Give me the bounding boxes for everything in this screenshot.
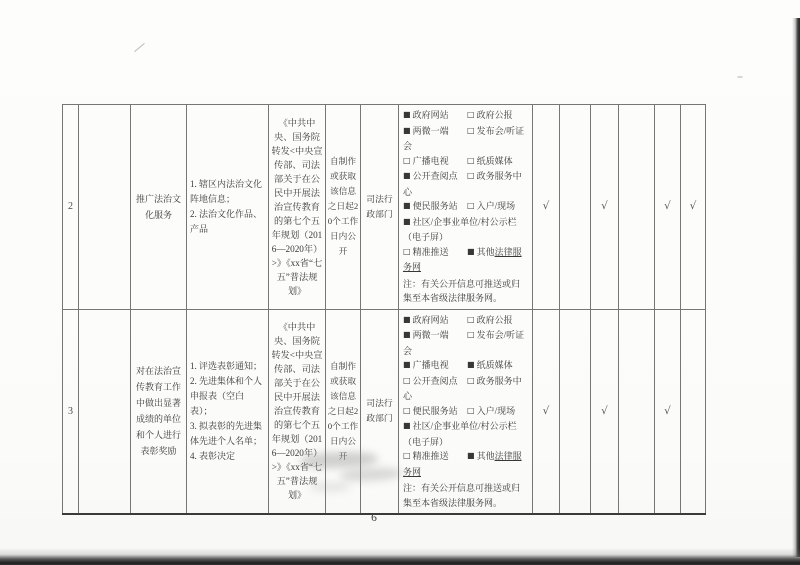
deadline-cell: 自制作或获取该信息之日起20个工作日内公开 bbox=[326, 105, 361, 310]
row-number-cell: 3 bbox=[63, 309, 79, 514]
content-line: 1. 辖区内法治文化阵地信息； bbox=[190, 178, 263, 204]
channel-item-checked: ■ 两微一端 bbox=[403, 330, 449, 340]
checkbox-filled-icon: ■ bbox=[403, 330, 411, 339]
checkbox-filled-icon: ■ bbox=[403, 216, 411, 226]
checkbox-filled-icon: ■ bbox=[403, 314, 411, 324]
checkmark-cell bbox=[560, 309, 591, 514]
checkbox-empty-icon: □ bbox=[467, 171, 475, 180]
checkbox-empty-icon: □ bbox=[403, 246, 411, 256]
checkmark-cell bbox=[591, 105, 619, 310]
scan-edge-right-shadow bbox=[792, 18, 800, 557]
checkbox-empty-icon: □ bbox=[403, 451, 411, 460]
channel-item-unchecked: □ 政府公报 bbox=[467, 314, 513, 325]
checkmark-icon: √ bbox=[664, 404, 671, 417]
checkbox-empty-icon: □ bbox=[467, 125, 475, 135]
channel-item-checked: ■ 两微一端 bbox=[403, 125, 449, 136]
public-content-cell bbox=[187, 105, 269, 310]
checkbox-empty-icon: □ bbox=[403, 155, 411, 165]
channel-line bbox=[403, 419, 528, 449]
channel-item-unchecked: □ 精准推送 bbox=[403, 246, 449, 257]
checkbox-empty-icon: □ bbox=[467, 375, 475, 385]
channel-item-unchecked: □ 政府公报 bbox=[467, 110, 513, 120]
channel-line bbox=[403, 374, 528, 404]
content-line: 2. 法治文化作品、产品 bbox=[190, 208, 263, 234]
content-line: 2. 先进集体和个人申报表（空白表）； bbox=[190, 375, 263, 416]
table-body bbox=[63, 105, 706, 515]
scan-edge-bottom-shadow bbox=[0, 548, 800, 565]
table-row bbox=[63, 309, 706, 514]
channel-line bbox=[403, 404, 528, 420]
channel-item-unchecked: □ 公开查阅点 bbox=[403, 375, 458, 386]
checkmark-icon: √ bbox=[664, 200, 671, 213]
channel-item-unchecked: □ 精准推送 bbox=[403, 451, 449, 461]
checkmark-cell bbox=[591, 309, 619, 514]
department-cell: 司法行政部门 bbox=[361, 309, 399, 514]
table-row bbox=[63, 105, 706, 310]
department-cell: 司法行政部门 bbox=[361, 105, 399, 310]
bleedthrough-smudge bbox=[310, 482, 350, 492]
underlined-link-text: 法律服务网 bbox=[403, 451, 522, 477]
checkbox-filled-icon: ■ bbox=[467, 246, 475, 256]
document-table bbox=[62, 104, 706, 515]
content-line: 3. 拟表彰的先进集体先进个人名单； bbox=[190, 420, 263, 446]
legal-basis-cell: 《中共中央、国务院转发<中央宣传部、司法部关于在公民中开展法治宣传教育的第七个五年规划（2016—2020年）>》《xx省“七五”普法规划》 bbox=[269, 105, 326, 310]
checkbox-empty-icon: □ bbox=[467, 110, 475, 119]
checkbox-empty-icon: □ bbox=[467, 201, 475, 210]
legal-basis-cell: 《中共中央、国务院转发<中央宣传部、司法部关于在公民中开展法治宣传教育的第七个五年规划（2016—2020年）>》《xx省“七五”普法规划》 bbox=[269, 309, 326, 514]
checkbox-filled-icon: ■ bbox=[403, 421, 411, 430]
checkbox-filled-icon: ■ bbox=[467, 451, 475, 460]
checkmark-cell bbox=[655, 105, 681, 310]
page-number: 6 bbox=[371, 512, 377, 524]
channel-item-checked: ■ 广播电视 bbox=[403, 360, 449, 370]
channel-note: 注：有关公开信息可推送或归集至本省级法律服务网。 bbox=[403, 483, 521, 508]
channel-line bbox=[403, 313, 528, 329]
channel-item-unchecked: □ 发布会/听证会 bbox=[403, 125, 525, 151]
scan-speck bbox=[737, 76, 743, 78]
channel-line bbox=[403, 328, 528, 358]
channel-line bbox=[403, 124, 528, 154]
channel-item-checked: ■ 其他法律服务网 bbox=[403, 246, 522, 272]
channel-line bbox=[403, 199, 528, 215]
channel-item-unchecked: □ 政务服务中心 bbox=[403, 171, 522, 197]
channel-line bbox=[403, 108, 528, 124]
checkmark-icon: √ bbox=[601, 404, 608, 417]
checkbox-empty-icon: □ bbox=[403, 375, 411, 385]
channel-item-unchecked: □ 纸质媒体 bbox=[467, 155, 513, 166]
channel-item-unchecked: □ 入户/现场 bbox=[467, 201, 516, 211]
channel-item-checked: ■ 社区/企事业单位/村公示栏（电子屏） bbox=[403, 421, 517, 447]
channel-item-unchecked: □ 政务服务中心 bbox=[403, 375, 522, 401]
checkbox-empty-icon: □ bbox=[403, 405, 411, 415]
channel-line bbox=[403, 215, 528, 245]
channel-line bbox=[403, 449, 528, 479]
checkbox-empty-icon: □ bbox=[467, 314, 475, 324]
checkmark-cell bbox=[533, 309, 560, 514]
checkbox-empty-icon: □ bbox=[467, 405, 475, 415]
checkbox-filled-icon: ■ bbox=[403, 171, 411, 180]
channel-item-unchecked: □ 便民服务站 bbox=[403, 405, 458, 416]
channel-item-checked: ■ 其他法律服务网 bbox=[403, 451, 522, 477]
channel-item-checked: ■ 政府网站 bbox=[403, 314, 449, 325]
checkmark-cell bbox=[655, 309, 681, 514]
checkmark-cell bbox=[533, 105, 560, 310]
content-line: 1. 评选表彰通知； bbox=[190, 360, 263, 371]
checkmark-cell bbox=[619, 309, 655, 514]
category-cell bbox=[79, 105, 131, 310]
channel-item-checked: ■ 社区/企事业单位/村公示栏（电子屏） bbox=[403, 216, 517, 242]
channel-note: 注：有关公开信息可推送或归集至本省级法律服务网。 bbox=[403, 278, 521, 303]
channels-cell bbox=[399, 309, 533, 514]
channel-line bbox=[403, 169, 528, 199]
public-content-cell bbox=[187, 309, 269, 514]
content-line: 4. 表彰决定 bbox=[190, 450, 236, 461]
checkmark-cell bbox=[560, 105, 591, 310]
checkbox-filled-icon: ■ bbox=[403, 110, 411, 119]
checkmark-cell bbox=[619, 105, 655, 310]
checkbox-filled-icon: ■ bbox=[403, 360, 411, 369]
checkmark-cell bbox=[681, 309, 706, 514]
channel-line bbox=[403, 154, 528, 170]
row-number-cell: 2 bbox=[63, 105, 79, 310]
checkmark-icon: √ bbox=[689, 200, 697, 213]
checkbox-filled-icon: ■ bbox=[467, 360, 475, 369]
checkmark-icon: √ bbox=[601, 200, 608, 213]
channel-item-unchecked: □ 广播电视 bbox=[403, 155, 449, 166]
service-item-cell: 对在法治宣传教育工作中做出显著成绩的单位和个人进行表彰奖励 bbox=[131, 309, 187, 514]
channel-item-unchecked: □ 发布会/听证会 bbox=[403, 330, 525, 356]
channel-item-checked: ■ 公开查阅点 bbox=[403, 171, 458, 181]
checkbox-empty-icon: □ bbox=[467, 330, 475, 339]
checkbox-empty-icon: □ bbox=[467, 155, 475, 165]
service-item-cell: 推广法治文化服务 bbox=[131, 105, 187, 310]
checkmark-icon: √ bbox=[542, 200, 550, 213]
checkbox-filled-icon: ■ bbox=[403, 201, 411, 210]
channel-item-unchecked: □ 入户/现场 bbox=[467, 405, 516, 416]
checkbox-filled-icon: ■ bbox=[403, 125, 411, 135]
channel-line bbox=[403, 245, 528, 275]
channel-item-checked: ■ 政府网站 bbox=[403, 110, 449, 120]
channels-cell bbox=[399, 105, 533, 310]
channel-item-checked: ■ 纸质媒体 bbox=[467, 360, 513, 370]
channel-item-checked: ■ 便民服务站 bbox=[403, 201, 458, 211]
channel-line bbox=[403, 358, 528, 374]
scan-speck bbox=[134, 43, 145, 52]
checkmark-cell bbox=[681, 105, 706, 310]
checkmark-icon: √ bbox=[542, 404, 550, 417]
underlined-link-text: 法律服务网 bbox=[403, 246, 522, 272]
category-cell bbox=[79, 309, 131, 514]
deadline-cell: 自制作或获取该信息之日起20个工作日内公开 bbox=[326, 309, 361, 514]
